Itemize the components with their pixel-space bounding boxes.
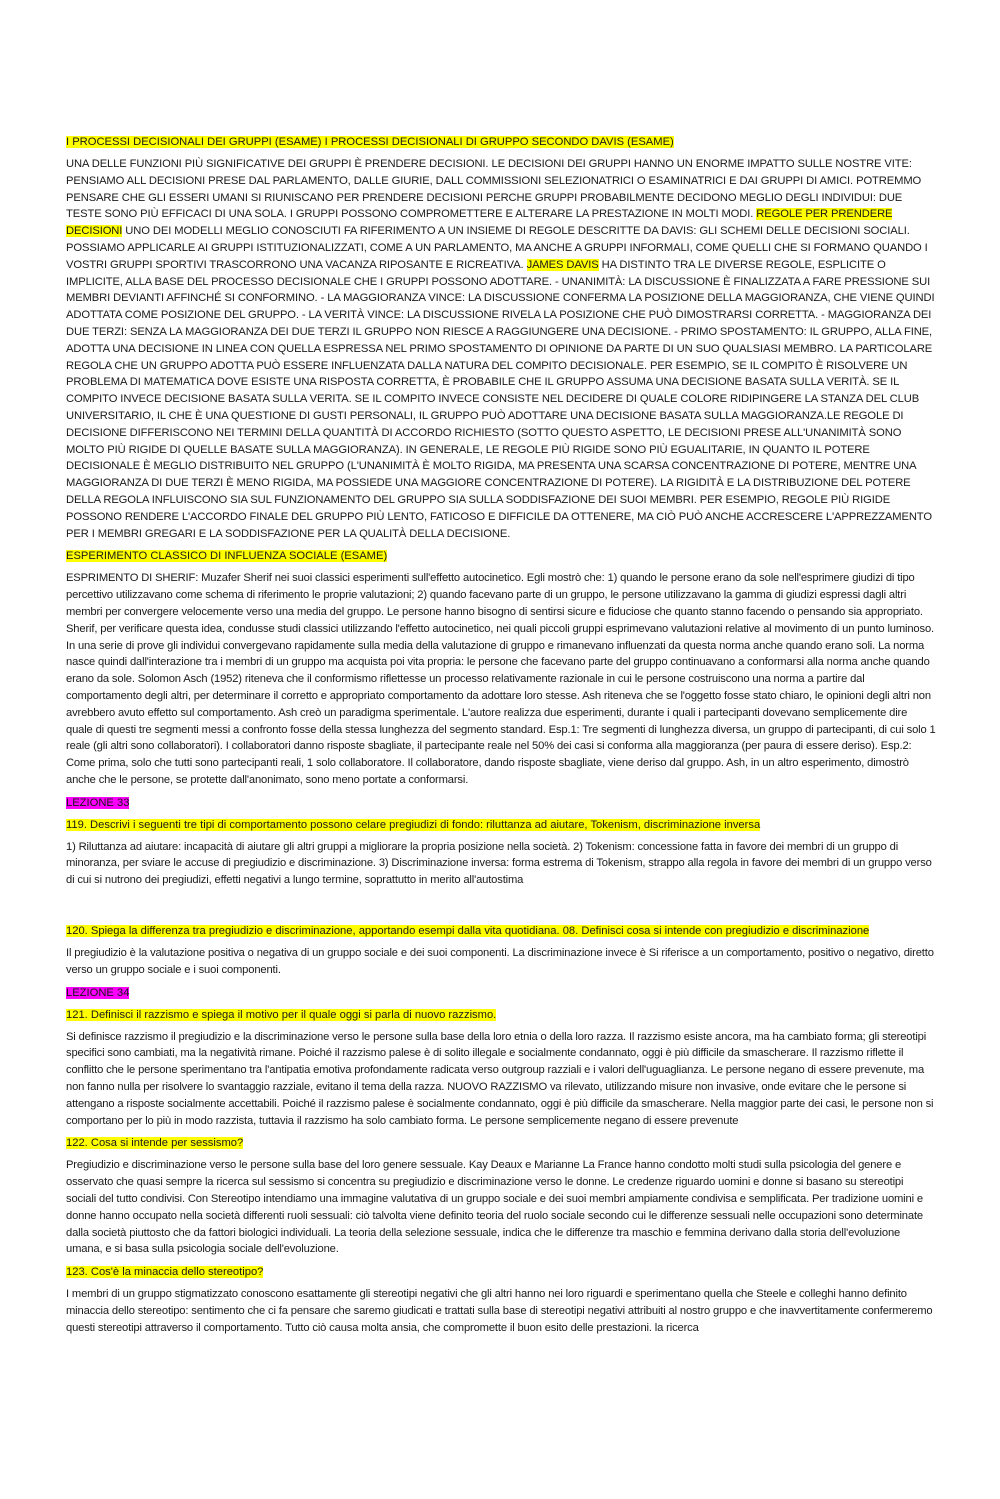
question-heading-121: 121. Definisci il razzismo e spiega il motivo per il quale oggi si parla di nuovo razzismo. (66, 1008, 497, 1021)
question-heading-123: 123. Cos'è la minaccia dello stereotipo? (66, 1266, 264, 1279)
question-heading-120: 120. Spiega la differenza tra pregiudizio e discriminazione, apportando esempi dalla vita quotidiana. 08. Definisci cosa si intende con pregiudizio e discriminazione (66, 925, 870, 938)
answer-120: Il pregiudizio è la valutazione positiva o negativa di un gruppo sociale e dei suoi componenti. La discriminazione invece è Si riferisce a un comportamento, positivo o negativo, diretto verso un gruppo sociale e i suoi componenti. (66, 947, 934, 976)
blank-space (66, 895, 936, 923)
highlight-james-davis: JAMES DAVIS (526, 258, 599, 271)
answer-122: Pregiudizio e discriminazione verso le persone sulla base del loro genere sessuale. Kay Deaux e Marianne La France hanno condotto molti studi sulla psicologia del genere e osservato che quasi sempre la ricerca sul sessismo si concentra su pregiudizio e discriminazione verso le donne. Le credenze riguardo uomini e donne si basano su stereotipi sociali del tutto condivisi. Con Stereotipo intendiamo una immagine valutativa di un gruppo sociale e dei suoi membri ampiamente condivisa e semplificata. Per tradizione uomini e donne hanno occupato nella società differenti ruoli sessuali: ciò talvolta viene definito teoria del ruolo sociale secondo cui le differenze sessuali nelle occupazioni sono determinate dalla società piuttosto che da fattori biologici individuali. La teoria della selezione sessuale, indica che le differenze tra maschio e femmina derivano dalla storia dell'evoluzione umana, e si basa sulla psicologia sociale dell'evoluzione. (66, 1159, 923, 1256)
question-heading-119: 119. Descrivi i seguenti tre tipi di comportamento possono celare pregiudizi di fondo: riluttanza ad aiutare, Tokenism, discriminazione inversa (66, 818, 761, 831)
document-page (66, 134, 936, 1343)
answer-121: Si definisce razzismo il pregiudizio e la discriminazione verso le persone sulla base della loro etnia o della loro razza. Il razzismo esiste ancora, ma ha cambiato forma; gli stereotipi specifici sono cambiati, ma la negatività rimane. Poiché il razzismo palese è di solito illegale e socialmente condannato, oggi è più difficile da smascherare. Il razzismo riflette il conflitto che le persone sperimentano tra l'antipatia emotiva profondamente radicata verso outgroup razziali e i valori dell'uguaglianza. Le persone negano di essere prevenute, ma non fanno nulla per risolvere lo svantaggio razziale, evitano il tema della razza. NUOVO RAZZISMO va rilevato, utilizzando misure non invasive, onde evitare che le persone si attengano a risposte socialmente accettabili. Poiché il razzismo palese è socialmente condannato, oggi è più difficile da smascherare. Nella maggior parte dei casi, le persone non si comportano per lo più in modo razzista, tuttavia il razzismo ha solo cambiato forma. Le persone semplicemente negano di essere prevenute (66, 1030, 934, 1127)
sherif-paragraph: ESPRIMENTO DI SHERIF: Muzafer Sherif nei suoi classici esperimenti sull'effetto autocinetico. Egli mostrò che: 1) quando le persone erano da sole nell'esprimere giudizi di tipo percettivo utilizzavano come schema di riferimento le proprie valutazioni; 2) quando facevano parte di un gruppo, le persone utilizzavano la gamma di giudizi espressi dagli altri membri per convergere velocemente verso una media del gruppo. Le persone hanno bisogno di sentirsi sicure e fiduciose che quanto stanno facendo o pensando sia appropriato. Sherif, per verificare questa idea, condusse studi classici utilizzando l'effetto autocinetico, nei quali piccoli gruppi esprimevano valutazioni relative al movimento di un punto luminoso. In una serie di prove gli individui convergevano rapidamente sulla media della valutazione di gruppo e rimanevano influenzati da questa norma anche quando erano soli. La norma nasce quindi dall'interazione tra i membri di un gruppo ma acquista poi vita propria: le persone che facevano parte del gruppo continuavano a conformarsi alla norma anche quando erano da sole. Solomon Asch (1952) riteneva che il conformismo riflettesse un processo relativamente razionale in cui le persone costruiscono una norma a partire dal comportamento degli altri, per determinare il corretto e appropriato comportamento da adottare loro stesse. Ash riteneva che se l'oggetto fosse stato chiaro, le opinioni degli altri non avrebbero avuto effetto sul comportamento. Ash creò un paradigma sperimentale. L'autore realizza due esperimenti, durante i quali i partecipanti dovevano semplicemente dire quale di questi tre segmenti messi a confronto fosse della stessa lunghezza del segmento standard. Esp.1: Tre segmenti di lunghezza diversa, un gruppo di partecipanti, di cui solo 1 reale (gli altri sono collaboratori). I collaboratori danno risposte sbagliate, il partecipante reale nel 50% dei casi si conforma alla maggioranza (per paura di essere deriso). Esp.2: Come prima, solo che tutti sono partecipanti reali, 1 solo collaboratore. Il collaboratore, dando risposte sbagliate, viene deriso dal gruppo. Ash, in un altro esperimento, dimostrò anche che le persone, se protette dall'anonimato, sono meno portate a conformarsi. (66, 572, 936, 786)
highlight-regole: REGOLE PER PRENDERE DECISIONI (66, 208, 893, 238)
davis-paragraph: UNA DELLE FUNZIONI PIÙ SIGNIFICATIVE DEI GRUPPI È PRENDERE DECISIONI. LE DECISIONI DEI GRUPPI HANNO UN ENORME IMPATTO SULLE NOSTRE VITE: PENSIAMO ALL DECISIONI PRESE DAL PARLAMENTO, DALLE GIURIE, DALL COMMISSIONI SELEZIONATRICI O ESAMINATRICI E DAI GRUPPI DI AMICI. POTREMMO PENSARE CHE GLI ESSERI UMANI SI RIUNISCANO PER PRENDERE DECISIONI PERCHE GRUPPI PROBABILMENTE DECIDONO MEGLIO DEGLI INDIVIDUI: DUE TESTE SONO PIÙ EFFICACI DI UNA SOLA. I GRUPPI POSSONO COMPROMETTERE E ALTERARE LA PRESTAZIONE IN MOLTI MODI. REGOLE PER PRENDERE DECISIONI UNO DEI MODELLI MEGLIO CONOSCIUTI FA RIFERIMENTO A UN INSIEME DI REGOLE DESCRITTE DA DAVIS: GLI SCHEMI DELLE DECISIONI SOCIALI. POSSIAMO APPLICARLE AI GRUPPI ISTITUZIONALIZZATI, COME A UN PARLAMENTO, MA ANCHE A GRUPPI INFORMALI, COME QUELLI CHE SI FORMANO QUANDO I VOSTRI GRUPPI SPORTIVI TRASCORRONO UNA VACANZA RIPOSANTE E RICREATIVA. JAMES DAVIS HA DISTINTO TRA LE DIVERSE REGOLE, ESPLICITE O IMPLICITE, ALLA BASE DEL PROCESSO DECISIONALE CHE I GRUPPI POSSONO ADOTTARE. - UNANIMITÀ: LA DISCUSSIONE È FINALIZZATA A FARE PRESSIONE SUI MEMBRI DEVIANTI AFFINCHÉ SI CONFORMINO. - LA MAGGIORANZA VINCE: LA DISCUSSIONE CONFERMA LA POSIZIONE DELLA MAGGIORANZA, CHE VIENE QUINDI ADOTTATA COME POSIZIONE DEL GRUPPO. - LA VERITÀ VINCE: LA DISCUSSIONE RIVELA LA POSIZIONE CHE PUÒ DIMOSTRARSI CORRETTA. - MAGGIORANZA DEI DUE TERZI: SENZA LA MAGGIORANZA DEI DUE TERZI IL GRUPPO NON RIESCE A RAGGIUNGERE UNA DECISIONE. - PRIMO SPOSTAMENTO: IL GRUPPO, ALLA FINE, ADOTTA UNA DECISIONE IN LINEA CON QUELLA ESPRESSA NEL PRIMO SPOSTAMENTO DI OPINIONE DA PARTE DI UN SUO QUALSIASI MEMBRO. LA PARTICOLARE REGOLA CHE UN GRUPPO ADOTTA PUÒ ESSERE INFLUENZATA DALLA NATURA DEL COMPITO DECISIONALE. PER ESEMPIO, SE IL COMPITO È RISOLVERE UN PROBLEMA DI MATEMATICA DOVE ESISTE UNA RISPOSTA CORRETTA, È PROBABILE CHE IL GRUPPO ASSUMA UNA DECISIONE BASATA SULLA VERITÀ. SE IL COMPITO INVECE DECISIONE BASATA SULLA VERITA. SE IL COMPITO INVECE CONSISTE NEL DECIDERE DI QUALE COLORE RIDIPINGERE LA STANZA DEL CLUB UNIVERSITARIO, IL CHE È UNA QUESTIONE DI GUSTI PERSONALI, IL GRUPPO PUÒ ADOTTARE UNA DECISIONE BASATA SULLA MAGGIORANZA.LE REGOLE DI DECISIONE DIFFERISCONO NEI TERMINI DELLA QUANTITÀ DI ACCORDO RICHIESTO (SOTTO QUESTO ASPETTO, LE DECISIONI PRESE ALL'UNANIMITÀ SONO MOLTO PIÙ RIGIDE DI QUELLE BASATE SULLA MAGGIORANZA). IN GENERALE, LE REGOLE PIÙ RIGIDE SONO PIÙ EGUALITARIE, IN QUANTO IL POTERE DECISIONALE È MEGLIO DISTRIBUITO NEL GRUPPO (L'UNANIMITÀ È MOLTO RIGIDA, MA PRESENTA UNA SCARSA CONCENTRAZIONE DI POTERE, MENTRE UNA MAGGIORANZA DI DUE TERZI È MENO RIGIDA, MA POSSIEDE UNA MAGGIORE CONCENTRAZIONE DI POTERE). LA RIGIDITÀ E LA DISTRIBUZIONE DEL POTERE DELLA REGOLA INFLUISCONO SIA SUL FUNZIONAMENTO DEL GRUPPO SIA SULLA SODDISFAZIONE DEI SUOI MEMBRI. PER ESEMPIO, REGOLE PIÙ RIGIDE POSSONO RENDERE L'ACCORDO FINALE DEL GRUPPO PIÙ LENTO, FATICOSO E DIFFICILE DA OTTENERE, MA CIÒ PUÒ ANCHE ACCRESCERE L'APPREZZAMENTO PER I MEMBRI GREGARI E LA SODDISFAZIONE PER LA QUALITÀ DELLA DECISIONE. (66, 158, 935, 540)
question-heading-122: 122. Cosa si intende per sessismo? (66, 1137, 244, 1150)
answer-119: 1) Riluttanza ad aiutare: incapacità di aiutare gli altri gruppi a migliorare la propria posizione nella società. 2) Tokenism: concessione fatta in favore dei membri di un gruppo di minoranza, per sviare le accuse di pregiudizio e discriminazione. 3) Discriminazione inversa: forma estrema di Tokenism, strappo alla regola in favore dei membri di un gruppo verso di cui si nutrono dei pregiudizi, effetti negativi a lungo termine, soprattutto in merito all'autostima (66, 840, 932, 887)
section-heading-davis: I PROCESSI DECISIONALI DEI GRUPPI (ESAME) I PROCESSI DECISIONALI DI GRUPPO SECONDO DAVIS (ESAME) (66, 136, 674, 148)
lesson-label-34: LEZIONE 34 (66, 986, 130, 999)
lesson-label-33: LEZIONE 33 (66, 796, 130, 809)
answer-123: I membri di un gruppo stigmatizzato conoscono esattamente gli stereotipi negativi che gli altri hanno nei loro riguardi e sperimentano quella che Steele e colleghi hanno definito minaccia dello stereotipo: sentimento che ci fa pensare che saremo giudicati e trattati sulla base di stereotipi negativi attribuiti al nostro gruppo e che inavvertitamente confermeremo questi stereotipi attraverso il comportamento. Tutto ciò causa molta ansia, che compromette il buon esito delle prestazioni. la ricerca (66, 1288, 933, 1334)
section-heading-influenza: ESPERIMENTO CLASSICO DI INFLUENZA SOCIALE (ESAME) (66, 550, 388, 563)
